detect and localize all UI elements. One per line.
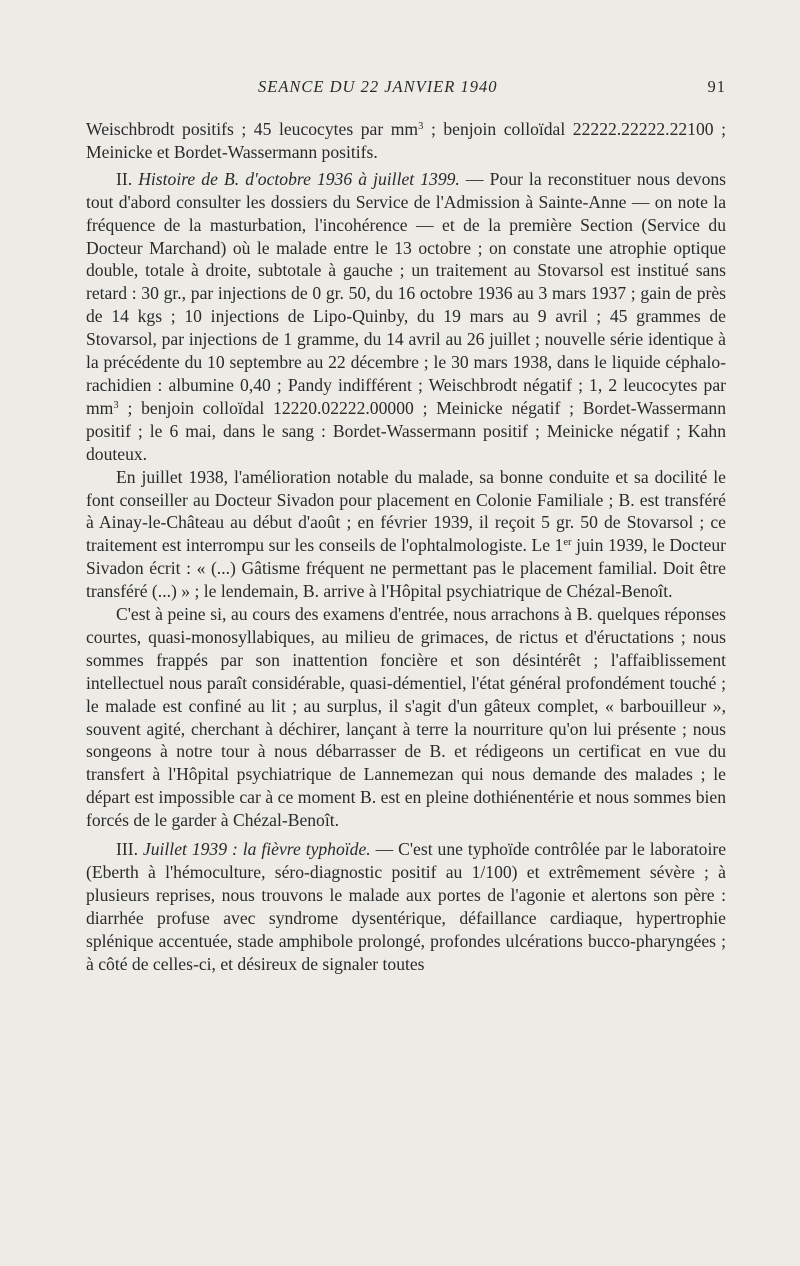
text-run: Weischbrodt positifs ; 45 leucocytes par mm xyxy=(86,119,419,139)
text-run: — C'est une typhoïde contrôlée par le laboratoire (Eberth à l'hémoculture, séro-diagnostic positif au 1/100) et extrêmement sévère ; à plusieurs reprises, nous trouvons le malade aux portes de l'agonie et alertons son père : diarrhée profuse avec syndrome dysentérique, défaillance cardiaque, hypertrophie splénique accentuée, stade amphibole prolongé, profondes ulcérations bucco-pharyngées ; à côté de celles-ci, et désireux de signaler toutes xyxy=(86,839,726,974)
page-number: 91 xyxy=(707,77,726,96)
text-run: C'est à peine si, au cours des examens d'entrée, nous arrachons à B. quelques réponses courtes, quasi-monosyllabiques, au milieu de grimaces, de rictus et d'éructations ; nous sommes frappés par son inattention foncière et son désintérêt ; l'affaiblissement intellectuel nous paraît considérable, quasi-démentiel, l'état général profondément touché ; le malade est confiné au lit ; au surplus, il s'agit d'un gâteux complet, « barbouilleur », souvent agité, cherchant à déchirer, lançant à terre la nourriture qu'on lui présente ; nous songeons à notre tour à nous débarrasser de B. et rédigeons un certificat en vue du transfert à l'Hôpital psychiatrique de Lannemezan qui nous demande des malades ; le départ est impossible car à ce moment B. est en pleine dothiénentérie et nous sommes bien forcés de le garder à Chézal-Benoît. xyxy=(86,604,726,831)
section-heading: Histoire de B. d'octobre 1936 à juillet 1399. xyxy=(138,168,460,189)
text-run: — Pour la reconstituer nous devons tout d'abord consulter les dossiers du Service de l'Admission à Sainte-Anne — on note la fréquence de la masturbation, l'incohérence — et de la première Section (Service du Docteur Marchand) où le malade entre le 13 octobre ; on constate une atrophie optique double, totale à droite, subtotale à gauche ; un traitement au Stovarsol est institué sans retard : 30 gr., par injections de 0 gr. 50, du 16 octobre 1936 au 3 mars 1937 ; gain de près de 14 kgs ; 10 injections de Lipo-Quinby, du 19 mars au 9 avril ; 45 grammes de Stovarsol, par injections de 1 gramme, du 14 avril au 26 juillet ; nouvelle série identique à la précédente du 10 septembre au 22 décembre ; le 30 mars 1938, dans le liquide céphalo-rachidien : albumine 0,40 ; Pandy indifférent ; Weischbrodt négatif ; 1, 2 leucocytes par mm xyxy=(86,168,727,418)
text-run: juin 1939, le Docteur Sivadon écrit : « (...) Gâtisme fréquent ne permettant pas le placement familial. Doit être transféré (...) » ; le lendemain, B. arrive à l'Hôpital psychiatrique de Chézal-Benoît. xyxy=(86,535,726,602)
text-run: ; benjoin colloïdal 12220.02222.00000 ; Meinicke négatif ; Bordet-Wassermann positif ; le 6 mai, dans le sang : Bordet-Wassermann positif ; Meinicke négatif ; Kahn douteux. xyxy=(86,397,726,464)
text-run: En juillet 1938, l'amélioration notable du malade, sa bonne conduite et sa docilité le font conseiller au Docteur Sivadon pour placement en Colonie Familiale ; B. est transféré à Ainay-le-Château au début d'août ; en février 1939, il reçoit 5 gr. 50 de Stovarsol ; ce traitement est interrompu sur les conseils de l'ophtalmologiste. Le 1 xyxy=(86,466,726,556)
section-number: III. xyxy=(116,839,143,860)
page-header xyxy=(86,77,726,103)
paragraph-section-ii xyxy=(86,168,726,466)
paragraph-july-1938 xyxy=(86,466,726,603)
paragraph-section-iii xyxy=(86,838,726,975)
superscript: 3 xyxy=(418,121,424,133)
section-heading: Juillet 1939 : la fièvre typhoïde. xyxy=(142,839,371,860)
text-run: ; benjoin colloïdal 22222.22222.22100 ; Meinicke et Bordet-Wassermann positifs. xyxy=(86,119,726,162)
paragraph-admission-exam xyxy=(86,603,726,832)
paragraph-continued xyxy=(86,118,726,164)
body-text xyxy=(86,118,726,976)
section-number: II. xyxy=(116,168,139,189)
running-head: SEANCE DU 22 JANVIER 1940 xyxy=(258,77,498,96)
superscript: 3 xyxy=(113,400,119,412)
superscript: er xyxy=(563,537,572,549)
